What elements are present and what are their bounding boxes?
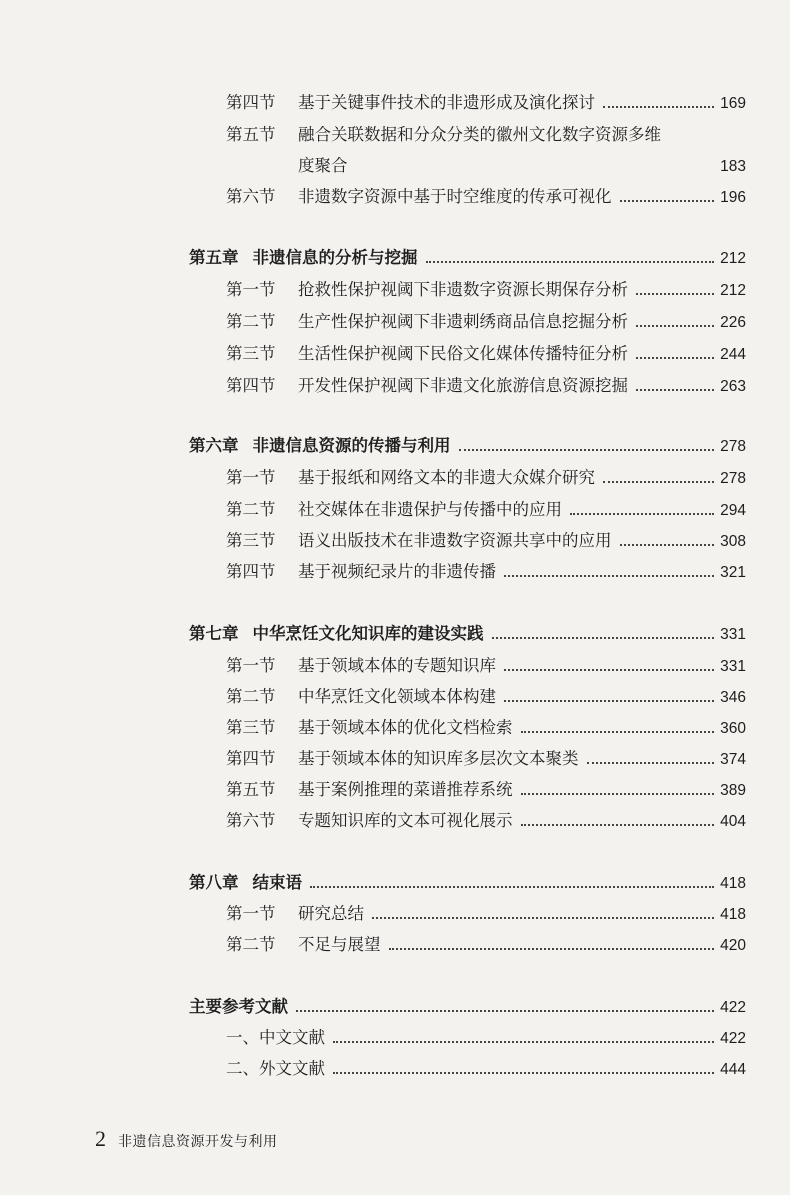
toc-entry[interactable] <box>226 121 746 145</box>
entry-label: 第二节 <box>226 500 276 519</box>
toc-entry[interactable] <box>226 652 746 676</box>
toc-entry[interactable] <box>226 276 746 300</box>
toc-chapter[interactable] <box>189 620 746 644</box>
dot-leader <box>636 357 714 359</box>
entry-label: 第一节 <box>226 904 276 923</box>
toc-entry[interactable] <box>226 527 746 551</box>
entry-page: 294 <box>720 502 746 519</box>
entry-title: 基于领域本体的知识库多层次文本聚类 <box>298 749 579 768</box>
entry-title: 不足与展望 <box>298 935 381 954</box>
entry-page: 169 <box>720 95 746 112</box>
entry-title: 基于报纸和网络文本的非遗大众媒介研究 <box>298 468 595 487</box>
entry-label: 第五节 <box>226 125 276 144</box>
running-title: 非遗信息资源开发与利用 <box>118 1134 278 1150</box>
entry-title: 开发性保护视阈下非遗文化旅游信息资源挖掘 <box>298 376 628 395</box>
entry-label: 第一节 <box>226 280 276 299</box>
dot-leader <box>521 824 715 826</box>
entry-page: 212 <box>720 250 746 267</box>
entry-title: 基于关键事件技术的非遗形成及演化探讨 <box>298 93 595 112</box>
toc-entry[interactable] <box>226 183 746 207</box>
dot-leader <box>636 293 714 295</box>
entry-page: 418 <box>720 875 746 892</box>
entry-label: 第四节 <box>226 376 276 395</box>
chapter-label: 第七章 <box>189 624 239 643</box>
entry-page: 420 <box>720 937 746 954</box>
dot-leader <box>389 948 715 950</box>
entry-label: 第三节 <box>226 344 276 363</box>
entry-page: 212 <box>720 282 746 299</box>
entry-label: 第三节 <box>226 531 276 550</box>
chapter-title: 主要参考文献 <box>189 997 288 1016</box>
toc-chapter[interactable] <box>189 432 746 456</box>
entry-page: 422 <box>720 1030 746 1047</box>
toc-entry[interactable] <box>226 1024 746 1048</box>
toc-entry[interactable] <box>226 340 746 364</box>
entry-page: 226 <box>720 314 746 331</box>
entry-page: 346 <box>720 689 746 706</box>
entry-page: 331 <box>720 658 746 675</box>
entry-label: 第六节 <box>226 187 276 206</box>
entry-page: 278 <box>720 470 746 487</box>
toc-entry[interactable] <box>226 464 746 488</box>
entry-page: 404 <box>720 813 746 830</box>
dot-leader <box>310 886 714 888</box>
toc-entry[interactable] <box>226 1055 746 1079</box>
entry-page: 360 <box>720 720 746 737</box>
entry-title: 抢救性保护视阈下非遗数字资源长期保存分析 <box>298 280 628 299</box>
toc-entry[interactable] <box>226 745 746 769</box>
entry-page: 278 <box>720 438 746 455</box>
entry-page: 196 <box>720 189 746 206</box>
entry-title: 基于视频纪录片的非遗传播 <box>298 562 496 581</box>
toc-chapter[interactable] <box>189 244 746 268</box>
entry-label: 第五节 <box>226 780 276 799</box>
dot-leader <box>636 325 714 327</box>
entry-page: 263 <box>720 378 746 395</box>
dot-leader <box>504 575 714 577</box>
dot-leader <box>372 917 714 919</box>
toc-entry[interactable] <box>226 496 746 520</box>
dot-leader <box>504 700 714 702</box>
toc-entry-continued[interactable] <box>298 152 746 176</box>
entry-label: 第二节 <box>226 687 276 706</box>
toc-entry[interactable] <box>226 900 746 924</box>
entry-title: 非遗数字资源中基于时空维度的传承可视化 <box>298 187 612 206</box>
toc-entry[interactable] <box>226 89 746 113</box>
dot-leader <box>333 1072 714 1074</box>
chapter-title: 结束语 <box>252 873 302 892</box>
entry-label: 第一节 <box>226 468 276 487</box>
entry-label: 第一节 <box>226 656 276 675</box>
entry-page: 331 <box>720 626 746 643</box>
entry-title: 生活性保护视阈下民俗文化媒体传播特征分析 <box>298 344 628 363</box>
toc-entry[interactable] <box>226 931 746 955</box>
toc-entry[interactable] <box>226 558 746 582</box>
toc-chapter[interactable] <box>189 869 746 893</box>
entry-label: 第四节 <box>226 93 276 112</box>
dot-leader <box>603 481 714 483</box>
entry-label: 第六节 <box>226 811 276 830</box>
entry-page: 183 <box>720 158 746 175</box>
page-number: 2 <box>95 1126 106 1151</box>
dot-leader <box>636 389 714 391</box>
toc-entry[interactable] <box>226 807 746 831</box>
dot-leader <box>333 1041 714 1043</box>
dot-leader <box>504 669 714 671</box>
entry-title: 基于案例推理的菜谱推荐系统 <box>298 780 513 799</box>
entry-title: 二、外文文献 <box>226 1059 325 1078</box>
dot-leader <box>296 1010 714 1012</box>
entry-title: 生产性保护视阈下非遗刺绣商品信息挖掘分析 <box>298 312 628 331</box>
entry-page: 308 <box>720 533 746 550</box>
entry-page: 321 <box>720 564 746 581</box>
entry-title: 中华烹饪文化领域本体构建 <box>298 687 496 706</box>
dot-leader <box>620 544 715 546</box>
toc-entry[interactable] <box>226 308 746 332</box>
page-footer <box>95 1126 278 1152</box>
dot-leader <box>587 762 715 764</box>
entry-page: 418 <box>720 906 746 923</box>
chapter-title: 非遗信息的分析与挖掘 <box>252 248 418 267</box>
entry-title: 专题知识库的文本可视化展示 <box>298 811 513 830</box>
chapter-label: 第八章 <box>189 873 239 892</box>
entry-title: 研究总结 <box>298 904 364 923</box>
entry-page: 374 <box>720 751 746 768</box>
chapter-title: 非遗信息资源的传播与利用 <box>252 436 451 455</box>
toc-entry[interactable] <box>226 776 746 800</box>
dot-leader <box>603 106 714 108</box>
entry-label: 第四节 <box>226 749 276 768</box>
entry-title: 社交媒体在非遗保护与传播中的应用 <box>298 500 562 519</box>
dot-leader <box>570 513 714 515</box>
entry-title: 融合关联数据和分众分类的徽州文化数字资源多维 <box>298 125 661 144</box>
entry-title: 语义出版技术在非遗数字资源共享中的应用 <box>298 531 612 550</box>
dot-leader <box>521 793 715 795</box>
entry-title: 基于领域本体的专题知识库 <box>298 656 496 675</box>
entry-page: 422 <box>720 999 746 1016</box>
toc-chapter[interactable] <box>189 993 746 1017</box>
chapter-label: 第六章 <box>189 436 239 455</box>
entry-title: 基于领域本体的优化文档检索 <box>298 718 513 737</box>
chapter-label: 第五章 <box>189 248 239 267</box>
blank-leader <box>356 169 715 171</box>
toc-entry[interactable] <box>226 372 746 396</box>
dot-leader <box>521 731 715 733</box>
toc-entry[interactable] <box>226 683 746 707</box>
entry-title: 度聚合 <box>298 156 348 175</box>
entry-label: 第二节 <box>226 935 276 954</box>
dot-leader <box>620 200 715 202</box>
toc-entry[interactable] <box>226 714 746 738</box>
chapter-title: 中华烹饪文化知识库的建设实践 <box>252 624 484 643</box>
entry-page: 389 <box>720 782 746 799</box>
dot-leader <box>459 449 715 451</box>
entry-label: 第四节 <box>226 562 276 581</box>
entry-page: 244 <box>720 346 746 363</box>
entry-page: 444 <box>720 1061 746 1078</box>
dot-leader <box>426 261 715 263</box>
dot-leader <box>492 637 715 639</box>
entry-title: 一、中文文献 <box>226 1028 325 1047</box>
entry-label: 第二节 <box>226 312 276 331</box>
entry-label: 第三节 <box>226 718 276 737</box>
